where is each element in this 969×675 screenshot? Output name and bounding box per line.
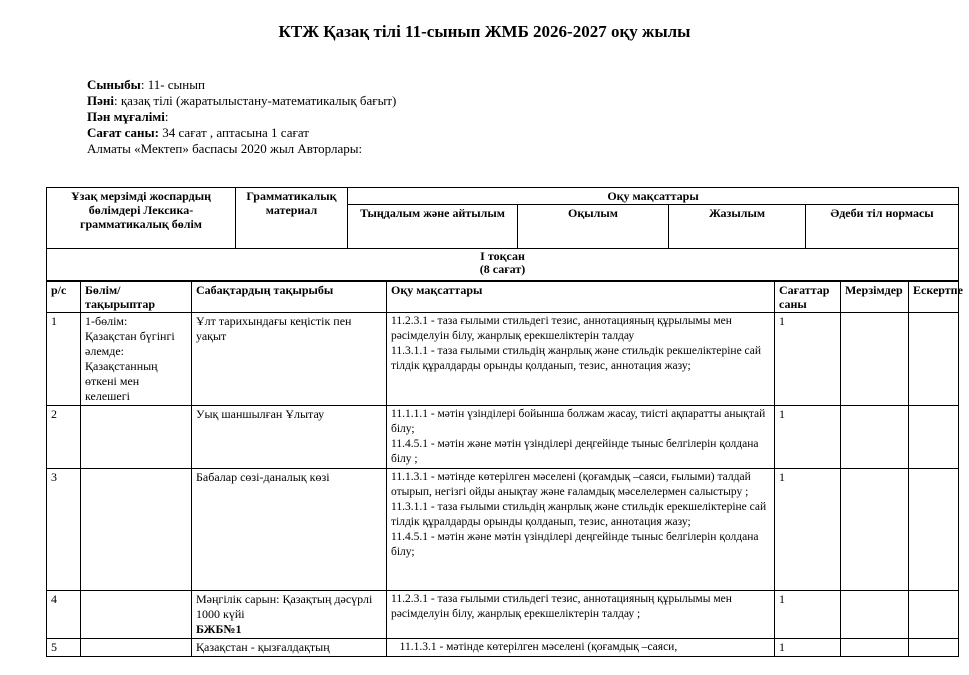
row-objectives: 11.2.3.1 - таза ғылыми стильдегі тезис, аннотацияның құрылымы мен рәсімделуін білу, жанрлық ерекшеліктерін талдау 11.3.1.1 - таза ғылыми стильдің жанрлық және стильдік рекшеліктеріне сай тілдік құралдарды орынды қолданып, тезис, аннотация жазу; [387, 313, 775, 406]
row-topic: Қазақстан - қызғалдақтың [192, 639, 387, 657]
meta-class [87, 77, 396, 93]
row-num: 1 [47, 313, 81, 406]
header-objectives: Оқу мақсаттары [348, 188, 959, 205]
meta-class-value: : 11- сынып [140, 77, 205, 92]
meta-teacher [87, 109, 396, 125]
document-title: КТЖ Қазақ тілі 11-сынып ЖМБ 2026-2027 оқу жылы [278, 22, 691, 41]
row-dates [841, 469, 909, 591]
row-dates [841, 406, 909, 469]
meta-class-label: Сыныбы [87, 77, 141, 92]
lesson-table [46, 281, 963, 657]
row-objectives: 11.1.3.1 - мәтінде көтерілген мәселені (қоғамдық –саяси, ғылыми) талдай отырып, негізгі ойды анықтау және ғаламдық мәселелермен салыстыру ; 11.3.1.1 - таза ғылыми стильдің жанрлық және стильдік ерекшеліктеріне сай тілдік құралдарды орынды қолданып, тезис, аннотация жазу; 11.4.5.1 - мәтін және мәтін үзінділері деңгейінде тыныс белгілерін қолдана білу; [387, 469, 775, 591]
header-sections: Ұзақ мерзімді жоспардың бөлімдері Лексика-грамматикалық бөлім [47, 188, 236, 249]
row-notes [909, 639, 959, 657]
row-hours: 1 [775, 591, 841, 639]
header-table [46, 187, 959, 281]
meta-teacher-label: Пән мұғалімі [87, 109, 165, 124]
meta-teacher-value: : [164, 109, 169, 124]
meta-publisher: Алматы «Мектеп» баспасы 2020 жыл Авторлары: [87, 141, 363, 156]
row-dates [841, 313, 909, 406]
col-hours: Сағаттар саны [775, 282, 841, 313]
quarter-name: І тоқсан [480, 249, 525, 263]
row-topic [192, 591, 387, 639]
table-row [47, 591, 959, 639]
row-hours: 1 [775, 639, 841, 657]
col-section: Бөлім/ тақырыптар [81, 282, 192, 313]
row-assessment-label: БЖБ№1 [196, 622, 242, 636]
meta-subject [87, 93, 396, 109]
quarter-row [47, 249, 959, 281]
table-row [47, 469, 959, 591]
row-notes [909, 469, 959, 591]
row-topic: Бабалар сөзі-даналық көзі [192, 469, 387, 591]
col-topic: Сабақтардың тақырыбы [192, 282, 387, 313]
row-dates [841, 639, 909, 657]
row-section: 1-бөлім: Қазақстан бүгінгі әлемде: Қазақстанның өткені мен келешегі [81, 313, 192, 406]
meta-subject-label: Пәні [87, 93, 114, 108]
row-hours: 1 [775, 313, 841, 406]
header-listening: Тыңдалым және айтылым [348, 205, 518, 249]
row-topic-text: Мәңгілік сарын: Қазақтың дәсүрлі 1000 күйі [196, 592, 373, 621]
meta-hours-value: 34 сағат , аптасына 1 сағат [159, 125, 309, 140]
row-num: 5 [47, 639, 81, 657]
row-topic: Ұлт тарихындағы кеңістік пен уақыт [192, 313, 387, 406]
meta-hours [87, 125, 396, 141]
row-dates [841, 591, 909, 639]
header-grammar: Грамматикалық материал [236, 188, 348, 249]
row-section [81, 469, 192, 591]
row-notes [909, 591, 959, 639]
table-row [47, 406, 959, 469]
row-num: 4 [47, 591, 81, 639]
row-objectives: 11.2.3.1 - таза ғылыми стильдегі тезис, аннотацияның құрылымы мен рәсімделуін білу, жанрлық ерекшеліктерін талдау ; [387, 591, 775, 639]
row-notes [909, 406, 959, 469]
col-dates: Мерзімдер [841, 282, 909, 313]
row-section [81, 591, 192, 639]
row-num: 2 [47, 406, 81, 469]
table-row [47, 639, 959, 657]
row-section [81, 639, 192, 657]
col-objectives: Оқу мақсаттары [387, 282, 775, 313]
table-row [47, 313, 959, 406]
row-num: 3 [47, 469, 81, 591]
document-meta [87, 77, 396, 157]
col-notes: Ескертпе [909, 282, 959, 313]
row-objectives: 11.1.3.1 - мәтінде көтерілген мәселені (қоғамдық –саяси, [387, 639, 775, 657]
row-section [81, 406, 192, 469]
row-topic: Уық шаншылған Ұлытау [192, 406, 387, 469]
quarter-hours: (8 сағат) [479, 262, 526, 276]
row-hours: 1 [775, 406, 841, 469]
header-reading: Оқылым [518, 205, 669, 249]
row-hours: 1 [775, 469, 841, 591]
col-num: р/с [47, 282, 81, 313]
meta-hours-label: Сағат саны: [87, 125, 159, 140]
header-literary: Әдеби тіл нормасы [806, 205, 959, 249]
header-writing: Жазылым [669, 205, 806, 249]
row-objectives: 11.1.1.1 - мәтін үзінділері бойынша болжам жасау, тиісті ақпаратты анықтай білу; 11.4.5.1 - мәтін және мәтін үзінділері деңгейінде тыныс белгілерін қолдана білу ; [387, 406, 775, 469]
row-notes [909, 313, 959, 406]
meta-subject-value: : қазақ тілі (жаратылыстану-математикалық бағыт) [113, 93, 397, 108]
